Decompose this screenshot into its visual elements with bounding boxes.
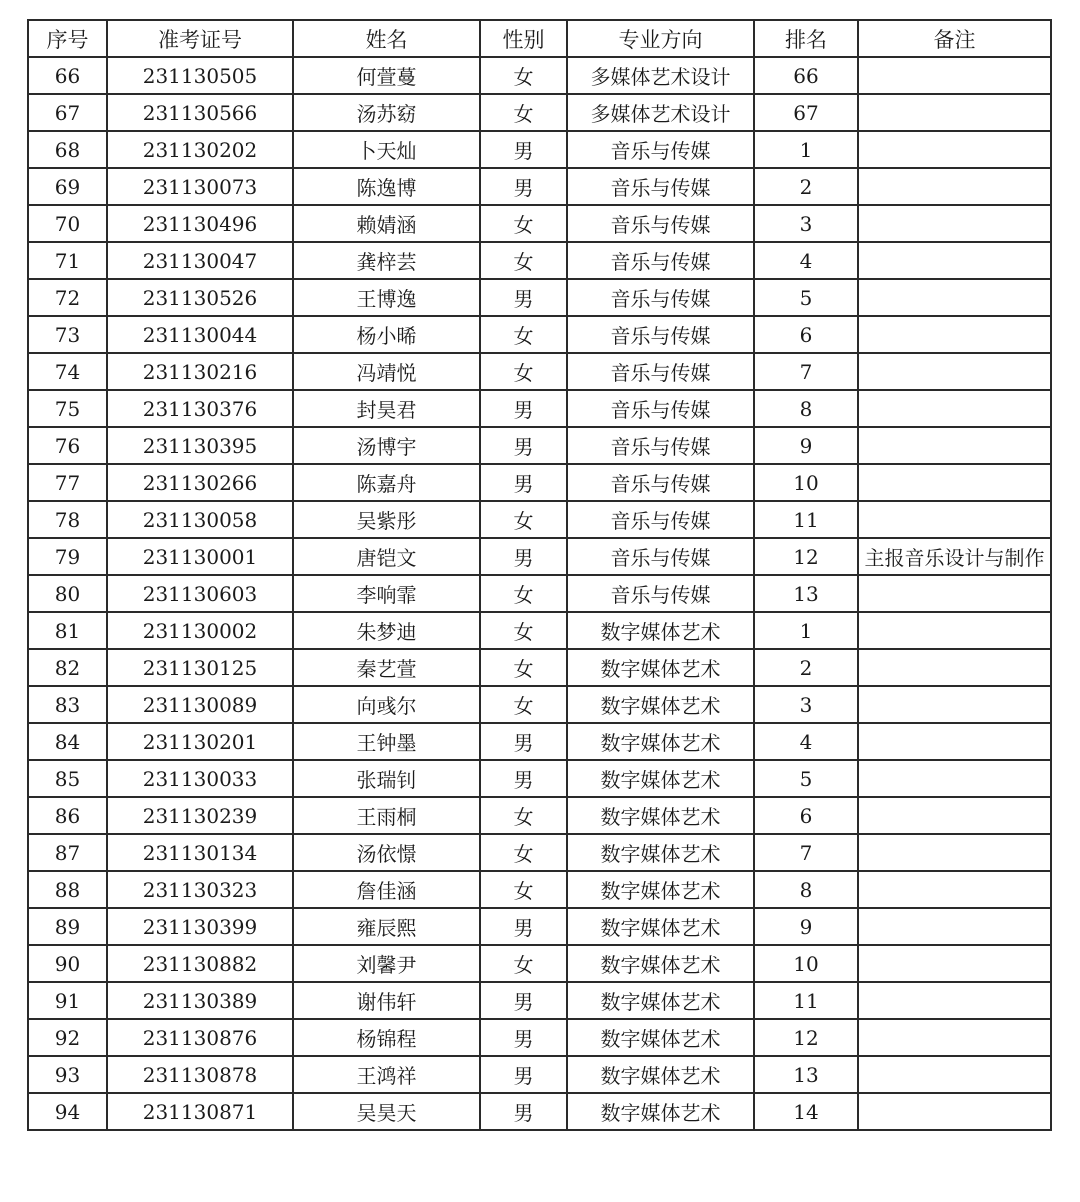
cell-name: 汤苏窈 <box>293 94 480 131</box>
cell-note <box>858 279 1051 316</box>
cell-seq: 92 <box>28 1019 107 1056</box>
cell-major: 数字媒体艺术 <box>567 760 754 797</box>
cell-seq: 85 <box>28 760 107 797</box>
cell-name: 卜天灿 <box>293 131 480 168</box>
cell-major: 数字媒体艺术 <box>567 797 754 834</box>
cell-rank: 5 <box>754 760 858 797</box>
cell-major: 数字媒体艺术 <box>567 871 754 908</box>
cell-note <box>858 353 1051 390</box>
cell-major: 音乐与传媒 <box>567 168 754 205</box>
cell-exam-id: 231130125 <box>107 649 293 686</box>
cell-rank: 11 <box>754 501 858 538</box>
cell-major: 数字媒体艺术 <box>567 649 754 686</box>
cell-major: 音乐与传媒 <box>567 279 754 316</box>
cell-note <box>858 316 1051 353</box>
cell-major: 音乐与传媒 <box>567 464 754 501</box>
cell-exam-id: 231130216 <box>107 353 293 390</box>
cell-gender: 女 <box>480 94 567 131</box>
cell-major: 音乐与传媒 <box>567 205 754 242</box>
table-row <box>28 57 1051 94</box>
cell-note <box>858 982 1051 1019</box>
cell-rank: 6 <box>754 797 858 834</box>
table-row <box>28 945 1051 982</box>
cell-major: 音乐与传媒 <box>567 242 754 279</box>
cell-name: 李响霏 <box>293 575 480 612</box>
cell-exam-id: 231130871 <box>107 1093 293 1130</box>
table-row <box>28 686 1051 723</box>
cell-rank: 2 <box>754 649 858 686</box>
table-row <box>28 760 1051 797</box>
cell-rank: 1 <box>754 131 858 168</box>
cell-gender: 男 <box>480 1019 567 1056</box>
table-row <box>28 612 1051 649</box>
cell-name: 向彧尔 <box>293 686 480 723</box>
header-note: 备注 <box>858 20 1051 57</box>
cell-note <box>858 760 1051 797</box>
cell-name: 赖婧涵 <box>293 205 480 242</box>
cell-exam-id: 231130001 <box>107 538 293 575</box>
cell-major: 数字媒体艺术 <box>567 1093 754 1130</box>
header-row <box>28 20 1051 57</box>
cell-gender: 女 <box>480 242 567 279</box>
cell-major: 数字媒体艺术 <box>567 982 754 1019</box>
cell-exam-id: 231130089 <box>107 686 293 723</box>
cell-gender: 女 <box>480 871 567 908</box>
cell-major: 数字媒体艺术 <box>567 723 754 760</box>
table-row <box>28 834 1051 871</box>
cell-note <box>858 797 1051 834</box>
cell-major: 数字媒体艺术 <box>567 945 754 982</box>
cell-exam-id: 231130878 <box>107 1056 293 1093</box>
cell-note <box>858 834 1051 871</box>
cell-name: 汤依憬 <box>293 834 480 871</box>
cell-seq: 91 <box>28 982 107 1019</box>
cell-gender: 女 <box>480 612 567 649</box>
cell-seq: 86 <box>28 797 107 834</box>
cell-note: 主报音乐设计与制作 <box>858 538 1051 575</box>
cell-name: 陈逸博 <box>293 168 480 205</box>
cell-name: 王雨桐 <box>293 797 480 834</box>
cell-seq: 79 <box>28 538 107 575</box>
cell-gender: 男 <box>480 723 567 760</box>
cell-exam-id: 231130505 <box>107 57 293 94</box>
cell-rank: 7 <box>754 353 858 390</box>
cell-gender: 女 <box>480 834 567 871</box>
cell-gender: 女 <box>480 575 567 612</box>
cell-seq: 82 <box>28 649 107 686</box>
cell-name: 刘馨尹 <box>293 945 480 982</box>
cell-note <box>858 168 1051 205</box>
cell-name: 王博逸 <box>293 279 480 316</box>
cell-rank: 7 <box>754 834 858 871</box>
cell-note <box>858 94 1051 131</box>
header-major: 专业方向 <box>567 20 754 57</box>
cell-major: 数字媒体艺术 <box>567 686 754 723</box>
cell-seq: 77 <box>28 464 107 501</box>
cell-rank: 10 <box>754 464 858 501</box>
cell-name: 汤博宇 <box>293 427 480 464</box>
cell-major: 数字媒体艺术 <box>567 1019 754 1056</box>
cell-name: 詹佳涵 <box>293 871 480 908</box>
cell-seq: 66 <box>28 57 107 94</box>
cell-rank: 4 <box>754 723 858 760</box>
cell-major: 多媒体艺术设计 <box>567 94 754 131</box>
header-exam-id: 准考证号 <box>107 20 293 57</box>
table-row <box>28 1093 1051 1130</box>
cell-gender: 男 <box>480 908 567 945</box>
cell-note <box>858 242 1051 279</box>
cell-exam-id: 231130202 <box>107 131 293 168</box>
cell-gender: 男 <box>480 760 567 797</box>
cell-name: 杨小晞 <box>293 316 480 353</box>
cell-seq: 74 <box>28 353 107 390</box>
table-row <box>28 982 1051 1019</box>
cell-major: 音乐与传媒 <box>567 316 754 353</box>
cell-gender: 女 <box>480 945 567 982</box>
cell-seq: 67 <box>28 94 107 131</box>
cell-seq: 72 <box>28 279 107 316</box>
cell-gender: 女 <box>480 205 567 242</box>
cell-gender: 女 <box>480 649 567 686</box>
cell-exam-id: 231130882 <box>107 945 293 982</box>
cell-rank: 66 <box>754 57 858 94</box>
cell-gender: 男 <box>480 131 567 168</box>
cell-rank: 8 <box>754 390 858 427</box>
cell-seq: 89 <box>28 908 107 945</box>
cell-seq: 70 <box>28 205 107 242</box>
cell-seq: 94 <box>28 1093 107 1130</box>
cell-name: 唐铠文 <box>293 538 480 575</box>
cell-seq: 80 <box>28 575 107 612</box>
cell-seq: 90 <box>28 945 107 982</box>
cell-note <box>858 57 1051 94</box>
cell-gender: 女 <box>480 686 567 723</box>
cell-rank: 10 <box>754 945 858 982</box>
cell-exam-id: 231130395 <box>107 427 293 464</box>
cell-note <box>858 723 1051 760</box>
cell-seq: 71 <box>28 242 107 279</box>
table-row <box>28 649 1051 686</box>
table-row <box>28 797 1051 834</box>
cell-major: 多媒体艺术设计 <box>567 57 754 94</box>
cell-name: 何萱蔓 <box>293 57 480 94</box>
cell-rank: 8 <box>754 871 858 908</box>
cell-exam-id: 231130239 <box>107 797 293 834</box>
cell-rank: 12 <box>754 1019 858 1056</box>
cell-gender: 男 <box>480 538 567 575</box>
cell-exam-id: 231130033 <box>107 760 293 797</box>
cell-gender: 男 <box>480 390 567 427</box>
cell-exam-id: 231130047 <box>107 242 293 279</box>
table-row <box>28 168 1051 205</box>
table-row <box>28 131 1051 168</box>
cell-name: 陈嘉舟 <box>293 464 480 501</box>
cell-note <box>858 427 1051 464</box>
cell-seq: 81 <box>28 612 107 649</box>
cell-seq: 93 <box>28 1056 107 1093</box>
table-row <box>28 427 1051 464</box>
cell-rank: 9 <box>754 908 858 945</box>
cell-major: 数字媒体艺术 <box>567 612 754 649</box>
cell-gender: 男 <box>480 279 567 316</box>
cell-note <box>858 649 1051 686</box>
cell-note <box>858 871 1051 908</box>
cell-name: 吴紫彤 <box>293 501 480 538</box>
cell-rank: 9 <box>754 427 858 464</box>
cell-seq: 68 <box>28 131 107 168</box>
cell-seq: 75 <box>28 390 107 427</box>
header-gender: 性别 <box>480 20 567 57</box>
cell-note <box>858 390 1051 427</box>
cell-gender: 女 <box>480 316 567 353</box>
cell-exam-id: 231130496 <box>107 205 293 242</box>
cell-note <box>858 612 1051 649</box>
cell-major: 数字媒体艺术 <box>567 908 754 945</box>
cell-major: 音乐与传媒 <box>567 575 754 612</box>
cell-rank: 6 <box>754 316 858 353</box>
cell-gender: 男 <box>480 464 567 501</box>
cell-note <box>858 464 1051 501</box>
cell-exam-id: 231130389 <box>107 982 293 1019</box>
cell-gender: 男 <box>480 427 567 464</box>
cell-note <box>858 1019 1051 1056</box>
cell-seq: 87 <box>28 834 107 871</box>
cell-note <box>858 945 1051 982</box>
cell-seq: 88 <box>28 871 107 908</box>
cell-rank: 3 <box>754 205 858 242</box>
cell-exam-id: 231130002 <box>107 612 293 649</box>
cell-note <box>858 908 1051 945</box>
table-row <box>28 1056 1051 1093</box>
cell-exam-id: 231130266 <box>107 464 293 501</box>
cell-name: 秦艺萱 <box>293 649 480 686</box>
cell-name: 杨锦程 <box>293 1019 480 1056</box>
cell-name: 谢伟轩 <box>293 982 480 1019</box>
cell-exam-id: 231130323 <box>107 871 293 908</box>
cell-seq: 69 <box>28 168 107 205</box>
table-row <box>28 94 1051 131</box>
cell-note <box>858 1056 1051 1093</box>
cell-exam-id: 231130876 <box>107 1019 293 1056</box>
roster-body <box>28 57 1051 1130</box>
cell-rank: 14 <box>754 1093 858 1130</box>
table-row <box>28 464 1051 501</box>
cell-note <box>858 501 1051 538</box>
cell-exam-id: 231130603 <box>107 575 293 612</box>
cell-gender: 男 <box>480 1093 567 1130</box>
cell-name: 王钟墨 <box>293 723 480 760</box>
cell-rank: 13 <box>754 1056 858 1093</box>
cell-exam-id: 231130376 <box>107 390 293 427</box>
table-row <box>28 242 1051 279</box>
table-row <box>28 1019 1051 1056</box>
cell-seq: 78 <box>28 501 107 538</box>
table-row <box>28 723 1051 760</box>
cell-rank: 12 <box>754 538 858 575</box>
cell-major: 音乐与传媒 <box>567 390 754 427</box>
cell-gender: 女 <box>480 57 567 94</box>
cell-note <box>858 575 1051 612</box>
table-row <box>28 538 1051 575</box>
header-name: 姓名 <box>293 20 480 57</box>
cell-seq: 76 <box>28 427 107 464</box>
cell-name: 朱梦迪 <box>293 612 480 649</box>
cell-name: 吴昊天 <box>293 1093 480 1130</box>
cell-exam-id: 231130201 <box>107 723 293 760</box>
cell-rank: 13 <box>754 575 858 612</box>
cell-exam-id: 231130058 <box>107 501 293 538</box>
cell-rank: 4 <box>754 242 858 279</box>
table-row <box>28 353 1051 390</box>
cell-exam-id: 231130399 <box>107 908 293 945</box>
cell-gender: 女 <box>480 353 567 390</box>
cell-note <box>858 131 1051 168</box>
table-row <box>28 501 1051 538</box>
header-rank: 排名 <box>754 20 858 57</box>
cell-gender: 女 <box>480 797 567 834</box>
table-row <box>28 908 1051 945</box>
cell-seq: 83 <box>28 686 107 723</box>
cell-exam-id: 231130134 <box>107 834 293 871</box>
cell-rank: 5 <box>754 279 858 316</box>
cell-note <box>858 1093 1051 1130</box>
cell-rank: 11 <box>754 982 858 1019</box>
cell-exam-id: 231130044 <box>107 316 293 353</box>
cell-rank: 67 <box>754 94 858 131</box>
cell-major: 音乐与传媒 <box>567 501 754 538</box>
table-row <box>28 871 1051 908</box>
table-row <box>28 575 1051 612</box>
cell-name: 王鸿祥 <box>293 1056 480 1093</box>
cell-gender: 男 <box>480 168 567 205</box>
cell-major: 音乐与传媒 <box>567 427 754 464</box>
cell-major: 数字媒体艺术 <box>567 1056 754 1093</box>
cell-note <box>858 205 1051 242</box>
cell-name: 冯靖悦 <box>293 353 480 390</box>
header-seq: 序号 <box>28 20 107 57</box>
cell-note <box>858 686 1051 723</box>
table-row <box>28 205 1051 242</box>
cell-name: 龚梓芸 <box>293 242 480 279</box>
cell-name: 雍辰熙 <box>293 908 480 945</box>
admission-roster-table <box>27 19 1052 1131</box>
cell-name: 张瑞钊 <box>293 760 480 797</box>
cell-seq: 84 <box>28 723 107 760</box>
cell-gender: 男 <box>480 1056 567 1093</box>
cell-rank: 1 <box>754 612 858 649</box>
cell-gender: 女 <box>480 501 567 538</box>
cell-major: 音乐与传媒 <box>567 538 754 575</box>
cell-exam-id: 231130526 <box>107 279 293 316</box>
cell-gender: 男 <box>480 982 567 1019</box>
cell-rank: 2 <box>754 168 858 205</box>
cell-exam-id: 231130566 <box>107 94 293 131</box>
table-row <box>28 390 1051 427</box>
cell-rank: 3 <box>754 686 858 723</box>
cell-major: 音乐与传媒 <box>567 353 754 390</box>
cell-major: 数字媒体艺术 <box>567 834 754 871</box>
cell-major: 音乐与传媒 <box>567 131 754 168</box>
cell-seq: 73 <box>28 316 107 353</box>
cell-exam-id: 231130073 <box>107 168 293 205</box>
table-row <box>28 279 1051 316</box>
table-row <box>28 316 1051 353</box>
cell-name: 封昊君 <box>293 390 480 427</box>
